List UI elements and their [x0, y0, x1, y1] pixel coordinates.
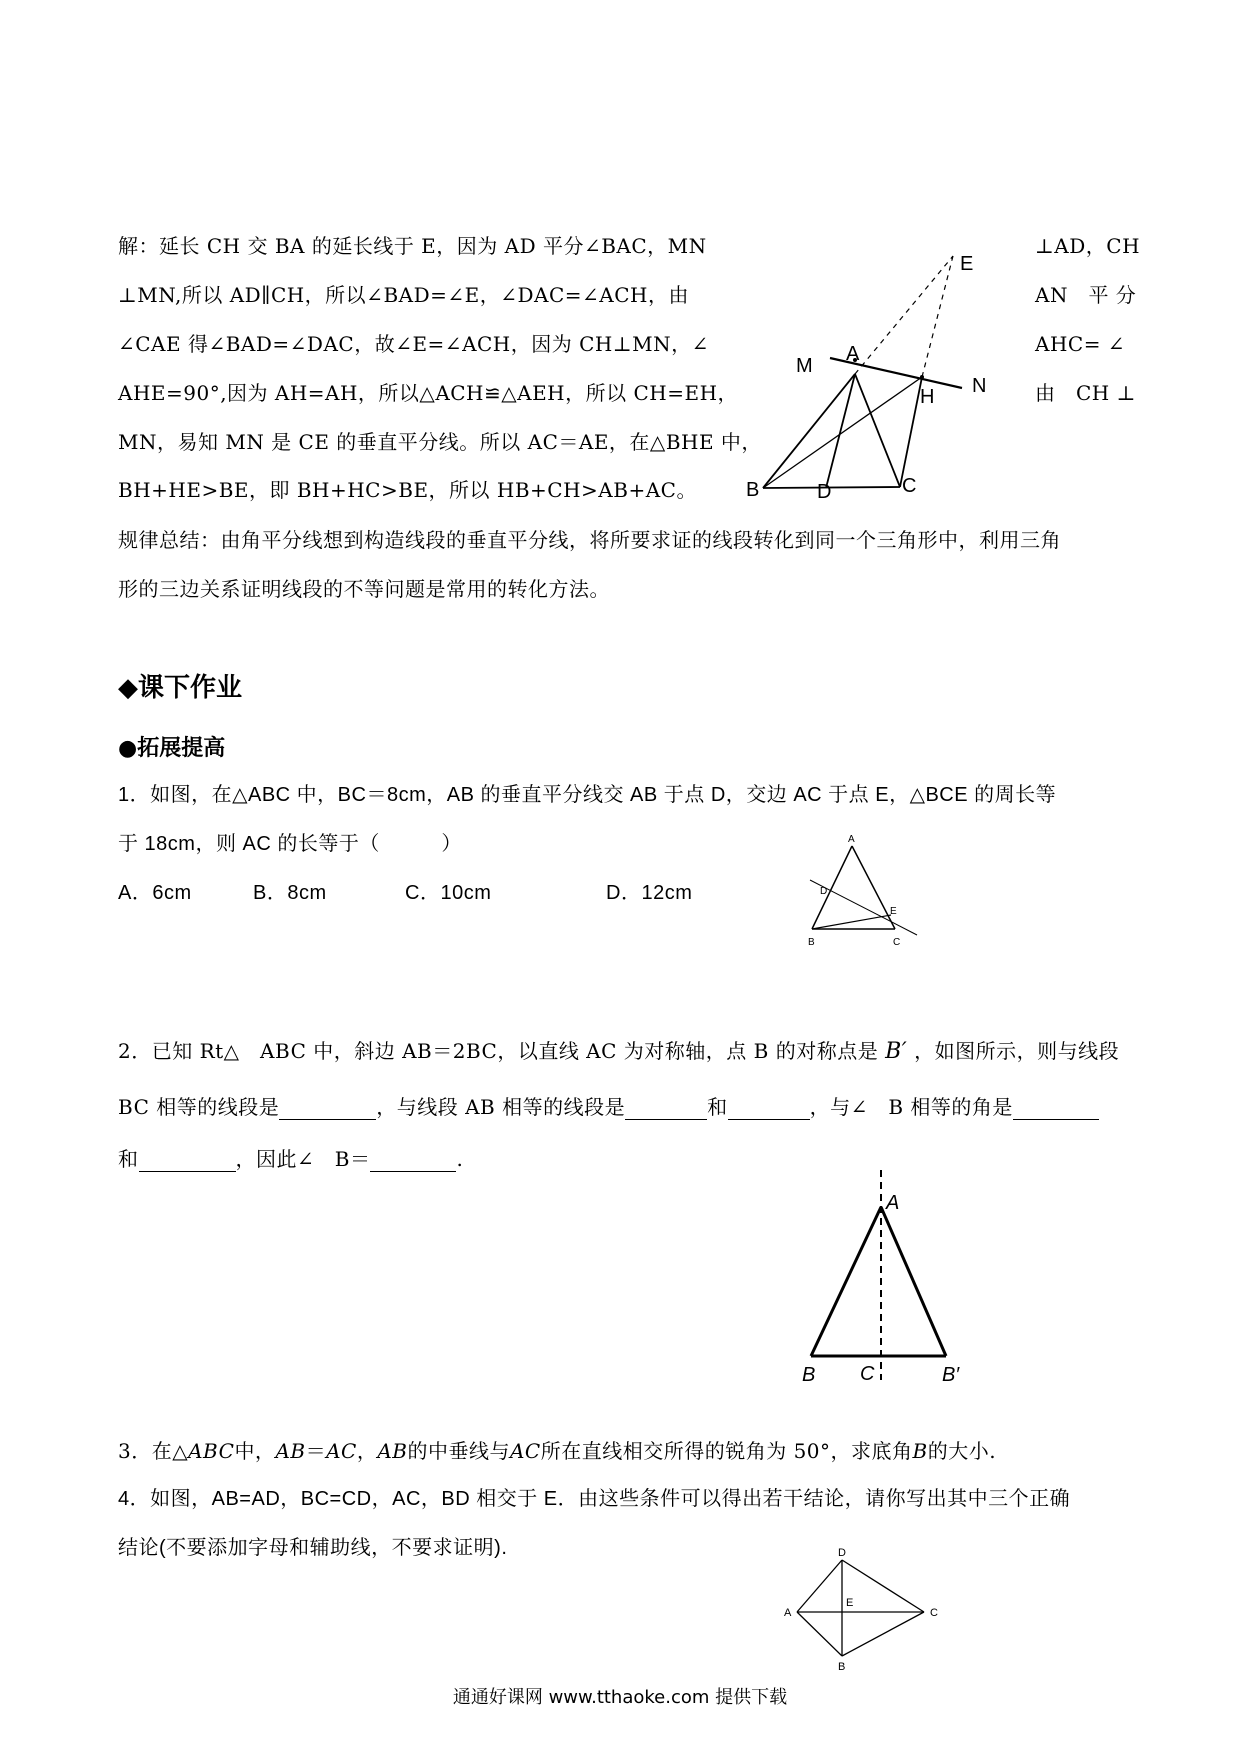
- fig2-label-E: E: [890, 906, 897, 917]
- figure-1-diagram: [740, 240, 1000, 500]
- fig2-label-B: B: [808, 937, 815, 948]
- figure-2-diagram: [795, 828, 925, 948]
- q2-blank-4[interactable]: [1013, 1099, 1099, 1120]
- fig3-label-A: A: [886, 1192, 900, 1214]
- figure-4-diagram: [775, 1520, 945, 1670]
- q1-option-d: D．12cm: [606, 882, 693, 904]
- solution-right-fragment-4: 由 CH ⊥: [1035, 381, 1136, 405]
- q2-line-3-c: .: [456, 1147, 464, 1171]
- fig2-label-C: C: [893, 937, 901, 948]
- q2-line-2: [118, 1094, 1099, 1120]
- solution-line-1: 解：延长 CH 交 BA 的延长线于 E，因为 AD 平分∠BAC，MN: [118, 234, 707, 258]
- q3-triangle-abc: ABC: [188, 1439, 235, 1463]
- q1-option-a: A．6cm: [118, 882, 192, 904]
- q2-line-3-a: 和: [118, 1147, 139, 1171]
- q2-blank-5[interactable]: [139, 1151, 236, 1172]
- q3-text-3: ＝: [305, 1439, 327, 1463]
- q1-line-1: 1．如图，在△ABC 中，BC＝8cm，AB 的垂直平分线交 AB 于点 D，交边 AC 于点 E，△BCE 的周长等: [118, 784, 1057, 806]
- summary-line-1: 规律总结：由角平分线想到构造线段的垂直平分线，将所要求证的线段转化到同一个三角形中，利用三角: [118, 528, 1061, 552]
- fig3-label-B: B: [802, 1364, 816, 1386]
- solution-right-fragment-1: ⊥AD，CH: [1035, 234, 1141, 258]
- solution-right-fragment-2: AN 平 分: [1035, 283, 1137, 307]
- homework-heading: ◆课下作业: [118, 673, 242, 703]
- fig4-label-D: D: [838, 1547, 846, 1559]
- fig1-label-H: H: [920, 386, 935, 408]
- fig4-label-C: C: [930, 1607, 938, 1619]
- fig2-label-D: D: [820, 886, 828, 897]
- fig2-label-A: A: [848, 834, 855, 845]
- homework-subheading: ●拓展提高: [118, 735, 226, 761]
- q4-line-1: 4．如图，AB=AD，BC=CD，AC，BD 相交于 E．由这些条件可以得出若干结论，请你写出其中三个正确: [118, 1488, 1071, 1510]
- q3-text-4: ，: [356, 1439, 378, 1463]
- fig1-label-A: A: [846, 343, 860, 365]
- fig4-label-E: E: [846, 1597, 854, 1609]
- solution-right-fragment-3: AHC= ∠: [1035, 332, 1126, 356]
- q3-ac: AC: [326, 1439, 357, 1463]
- q3-b: B: [912, 1439, 928, 1463]
- fig1-label-E: E: [960, 253, 974, 275]
- q1-option-b: B．8cm: [253, 882, 327, 904]
- solution-line-5: MN，易知 MN 是 CE 的垂直平分线。所以 AC＝AE，在△BHE 中，: [118, 430, 762, 454]
- q2-line-2-b: ，与线段 AB 相等的线段是: [376, 1095, 626, 1119]
- q2-line-2-d: ，与∠ B 相等的角是: [809, 1095, 1013, 1119]
- page-footer: 通通好课网 www.tthaoke.com 提供下载: [452, 1687, 788, 1708]
- q3-ab: AB: [275, 1439, 306, 1463]
- q2-line-2-c: 和: [707, 1095, 728, 1119]
- fig1-label-C: C: [902, 475, 917, 497]
- fig1-label-N: N: [972, 375, 987, 397]
- q3-ac-2: AC: [509, 1439, 541, 1463]
- q3-text-1: 3．在△: [118, 1439, 189, 1463]
- q2-line-3-b: ，因此∠ B＝: [235, 1147, 371, 1171]
- q2-blank-3[interactable]: [728, 1099, 810, 1120]
- fig1-label-B: B: [746, 479, 760, 500]
- solution-line-6: BH+HE>BE，即 BH+HC>BE，所以 HB+CH>AB+AC。: [118, 478, 697, 502]
- q2-b-prime: B′: [885, 1039, 908, 1064]
- q2-blank-6[interactable]: [370, 1151, 456, 1172]
- solution-line-2: ⊥MN,所以 AD∥CH，所以∠BAD=∠E，∠DAC=∠ACH，由: [118, 283, 689, 307]
- q1-option-c: C．10cm: [405, 882, 492, 904]
- q3-text-5: 的中垂线与: [407, 1439, 510, 1463]
- q4-line-2: 结论(不要添加字母和辅助线，不要求证明).: [118, 1537, 508, 1559]
- fig3-label-Bprime: B′: [942, 1364, 960, 1386]
- q2-line-3: [118, 1146, 463, 1172]
- fig1-label-D: D: [817, 481, 832, 500]
- fig3-label-C: C: [860, 1363, 875, 1385]
- q2-blank-1[interactable]: [279, 1099, 376, 1120]
- q2-line-2-a: BC 相等的线段是: [118, 1095, 280, 1119]
- q2-blank-2[interactable]: [625, 1099, 707, 1120]
- q3-text-2: 中，: [234, 1439, 276, 1463]
- summary-line-2: 形的三边关系证明线段的不等问题是常用的转化方法。: [118, 577, 610, 601]
- q3-ab-2: AB: [377, 1439, 408, 1463]
- fig4-label-A: A: [784, 1607, 792, 1619]
- q2-line-1-text: 2．已知 Rt△ ABC 中，斜边 AB＝2BC，以直线 AC 为对称轴，点 B 的对称点是: [118, 1039, 879, 1063]
- solution-line-3: ∠CAE 得∠BAD=∠DAC，故∠E=∠ACH，因为 CH⊥MN，∠: [118, 332, 709, 356]
- q2-line-1: [118, 1038, 1119, 1065]
- q3-text-6: 所在直线相交所得的锐角为 50°，求底角: [540, 1439, 913, 1463]
- fig1-label-M: M: [796, 355, 813, 377]
- solution-line-4: AHE=90°,因为 AH=AH，所以△ACH≌△AEH，所以 CH=EH，: [118, 381, 739, 405]
- q1-line-2: 于 18cm，则 AC 的长等于（ ）: [118, 833, 462, 855]
- q3-text-7: 的大小.: [927, 1439, 997, 1463]
- question-3: [118, 1438, 996, 1464]
- figure-3-diagram: [790, 1160, 980, 1390]
- fig4-label-B: B: [838, 1661, 846, 1670]
- q2-line-1-end: ，如图所示，则与线段: [914, 1039, 1120, 1063]
